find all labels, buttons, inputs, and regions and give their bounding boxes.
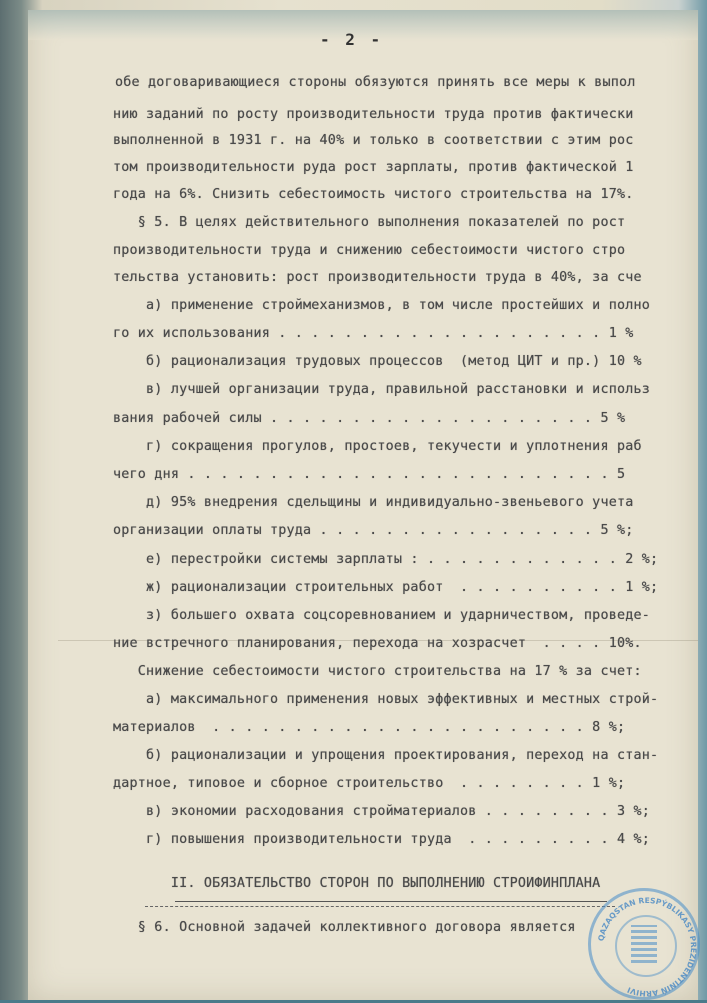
text-line: производительности труда и снижению себестоимости чистого стро [113, 243, 626, 258]
text-line: организации оплаты труда . . . . . . . . . . . . . . . . . 5 %; [113, 523, 634, 538]
text-line: § 6. Основной задачей коллективного договора является [113, 920, 576, 935]
text-line: а) максимального применения новых эффективных и местных строй- [113, 692, 659, 707]
text-line: нию заданий по росту производительности труда против фактически [113, 107, 634, 122]
text-line: выполненной в 1931 г. на 40% и только в соответствии с этим рос [113, 133, 634, 148]
text-line: г) сокращения прогулов, простоев, текучести и уплотнения раб [113, 439, 642, 454]
text-line: II. ОБЯЗАТЕЛЬСТВО СТОРОН ПО ВЫПОЛНЕНИЮ СТРОЙФИНПЛАНА [113, 876, 601, 891]
text-line: вания рабочей силы . . . . . . . . . . . . . . . . . . . . 5 % [113, 411, 626, 426]
archive-stamp [588, 888, 700, 1000]
heading-underline [175, 901, 607, 902]
text-line: е) перестройки системы зарплаты : . . . . . . . . . . . . 2 %; [113, 552, 659, 567]
text-line: тельства установить: рост производительности труда в 40%, за сче [113, 270, 642, 285]
text-line: го их использования . . . . . . . . . . . . . . . . . . . . 1 % [113, 326, 634, 341]
text-line: а) применение строймеханизмов, в том числе простейших и полно [113, 298, 651, 313]
text-line: том производительности руда рост зарплаты, против фактической 1 [113, 160, 634, 175]
text-line: ние встречного планирования, перехода на хозрасчет . . . . 10%. [113, 636, 642, 651]
text-line: г) повышения производительности труда . . . . . . . . . 4 %; [113, 832, 651, 847]
text-line: материалов . . . . . . . . . . . . . . . . . . . . . . . 8 %; [113, 720, 626, 735]
svg-text:QAZAQSTAN RESPÝBLIKASY PREZIDE: QAZAQSTAN RESPÝBLIKASY PREZIDENTINIŃ ARHIVI [596, 895, 699, 999]
text-line: обе договаривающиеся стороны обязуются принять все меры к выпол [115, 75, 636, 90]
text-line: б) рационализация трудовых процессов (метод ЦИТ и пр.) 10 % [113, 354, 642, 369]
stamp-ring-text [591, 891, 703, 1003]
text-line: б) рационализации и упрощения проектирования, переход на стан- [113, 748, 659, 763]
text-line: § 5. В целях действительного выполнения показателей по рост [113, 215, 626, 230]
text-line: в) лучшей организации труда, правильной расстановки и использ [113, 382, 651, 397]
text-line: в) экономии расходования стройматериалов . . . . . . . . 3 %; [113, 804, 651, 819]
text-line: ж) рационализации строительных работ . . . . . . . . . . 1 %; [113, 580, 659, 595]
text-line: чего дня . . . . . . . . . . . . . . . . . . . . . . . . . . 5 [113, 467, 626, 482]
text-line: Снижение себестоимости чистого строительства на 17 % за счет: [113, 664, 642, 679]
text-line: з) большего охвата соцсоревнованием и ударничеством, проведе- [113, 608, 651, 623]
page-number: - 2 - [320, 30, 384, 49]
text-line: д) 95% внедрения сдельщины и индивидуально-звеньевого учета [113, 495, 634, 510]
text-line: года на 6%. Снизить себестоимость чистого строительства на 17%. [113, 187, 634, 202]
text-line: дартное, типовое и сборное строительство . . . . . . . . 1 %; [113, 776, 626, 791]
heading-dash-line [145, 906, 615, 908]
